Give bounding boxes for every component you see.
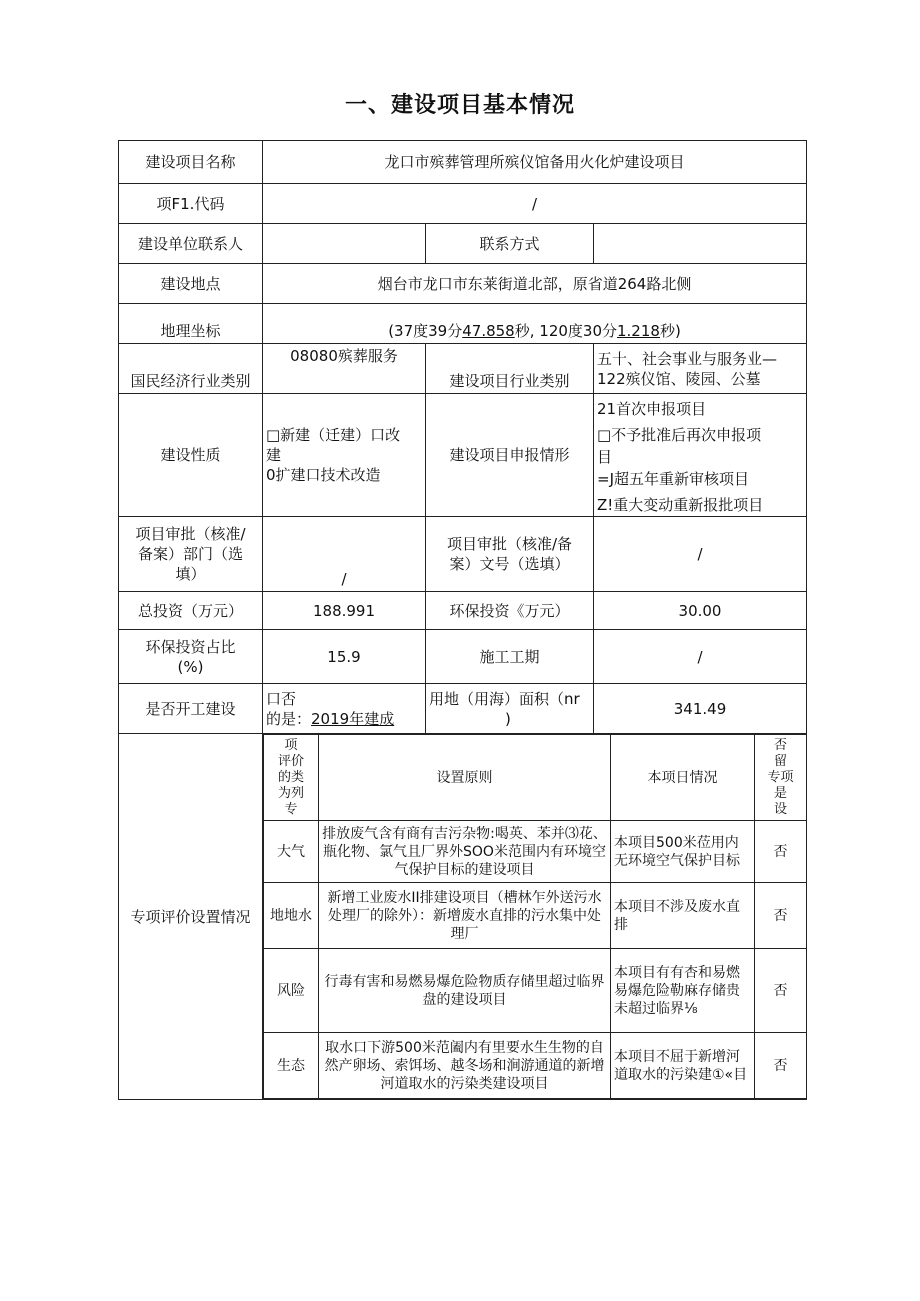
basic-info-table	[118, 140, 807, 1100]
table-row	[264, 821, 807, 883]
project-name-label: 建设项目名称	[119, 141, 263, 184]
approval-dept-value: /	[263, 517, 426, 592]
special-eval-cell	[263, 734, 807, 1100]
contact-value	[263, 224, 426, 264]
special-principle: 行毒有害和易燃易爆危险物质存储里超过临界盘的建设项目	[319, 949, 611, 1033]
industry-value: 08080殡葬服务	[263, 344, 426, 394]
table-row	[264, 1033, 807, 1099]
special-status: 本项目有有杏和易燃易爆危险勒麻存储贵未超过临界⅛	[611, 949, 755, 1033]
special-principle: 新增工业废水II排建设项目（槽林乍外送污水处理厂的除外）：新增废水直排的污水集中处理厂	[319, 883, 611, 949]
header-answer: 否 留 专项 是 设	[755, 735, 807, 821]
land-area-label: 用地（用海）面积（nr )	[426, 684, 594, 734]
nature-value: □新建（迁建）口改 建 0扩建口技术改造	[263, 394, 426, 517]
contact-label: 建设单位联系人	[119, 224, 263, 264]
special-eval-table	[263, 734, 807, 1099]
special-type: 大气	[264, 821, 319, 883]
contact-method-value	[594, 224, 807, 264]
special-type: 生态	[264, 1033, 319, 1099]
location-label: 建设地点	[119, 264, 263, 304]
special-status: 本项目500米莅用内无环境空气保护目标	[611, 821, 755, 883]
construction-period-label: 施工工期	[426, 630, 594, 684]
header-status: 本项日情况	[611, 735, 755, 821]
special-eval-label: 专项评价设置情况	[119, 734, 263, 1100]
application-value: 21首次申报项目 □不予批准后再次申报项 目 =J超五年重新审核项目 Z!重大变动重新报批项目	[594, 394, 807, 517]
investment-label: 总投资（万元）	[119, 592, 263, 630]
contact-method-label: 联系方式	[426, 224, 594, 264]
env-investment-label: 环保投资《万元）	[426, 592, 594, 630]
location-value: 烟台市龙口市东莱街道北部，原省道264路北侧	[263, 264, 807, 304]
special-answer: 否	[755, 883, 807, 949]
project-code-label: 项F1.代码	[119, 184, 263, 224]
nature-label: 建设性质	[119, 394, 263, 517]
table-row	[264, 883, 807, 949]
ratio-label: 环保投资占比 (%)	[119, 630, 263, 684]
table-row	[264, 949, 807, 1033]
special-status: 本项目不屈于新增河道取水的污染建①«目	[611, 1033, 755, 1099]
started-label: 是否开工建设	[119, 684, 263, 734]
project-name-value: 龙口市殡葬管理所殡仪馆备用火化炉建设项目	[263, 141, 807, 184]
page-title: 一、建设项目基本情况	[344, 93, 575, 118]
env-investment-value: 30.00	[594, 592, 807, 630]
special-type: 地地水	[264, 883, 319, 949]
construction-period-value: /	[594, 630, 807, 684]
started-value: 口否 的是：2019年建成	[263, 684, 426, 734]
industry-label: 国民经济行业类别	[119, 344, 263, 394]
industry-category-value: 五十、社会事业与服务业— 122殡仪馆、陵园、公墓	[594, 344, 807, 394]
investment-value: 188.991	[263, 592, 426, 630]
industry-category-label: 建设项目行业类别	[426, 344, 594, 394]
land-area-value: 341.49	[594, 684, 807, 734]
application-label: 建设项目申报情形	[426, 394, 594, 517]
header-principle: 设置原则	[319, 735, 611, 821]
special-answer: 否	[755, 1033, 807, 1099]
special-principle: 排放废气含有商有吉污杂物:喝英、苯并⑶花、瓶化物、氯气且厂界外SOO米范围内有环境空气保护目标的建设项目	[319, 821, 611, 883]
project-code-value: /	[263, 184, 807, 224]
coords-value: (37度39分47.858秒, 120度30分1.218秒)	[263, 304, 807, 344]
special-status: 本项目不涉及废水直排	[611, 883, 755, 949]
special-answer: 否	[755, 949, 807, 1033]
ratio-value: 15.9	[263, 630, 426, 684]
special-type: 风险	[264, 949, 319, 1033]
approval-dept-label: 项目审批（核准/ 备案）部门（选 填）	[119, 517, 263, 592]
special-principle: 取水口下游500米范阖内有里要水生生物的自然产卵场、索饵场、越冬场和涧游通道的新增河道取水的污染类建设项目	[319, 1033, 611, 1099]
special-answer: 否	[755, 821, 807, 883]
header-type: 项 评价 的类 为列 专	[264, 735, 319, 821]
coords-label: 地理坐标	[119, 304, 263, 344]
approval-no-value: /	[594, 517, 807, 592]
approval-no-label: 项目审批（核准/备 案）文号（选填）	[426, 517, 594, 592]
